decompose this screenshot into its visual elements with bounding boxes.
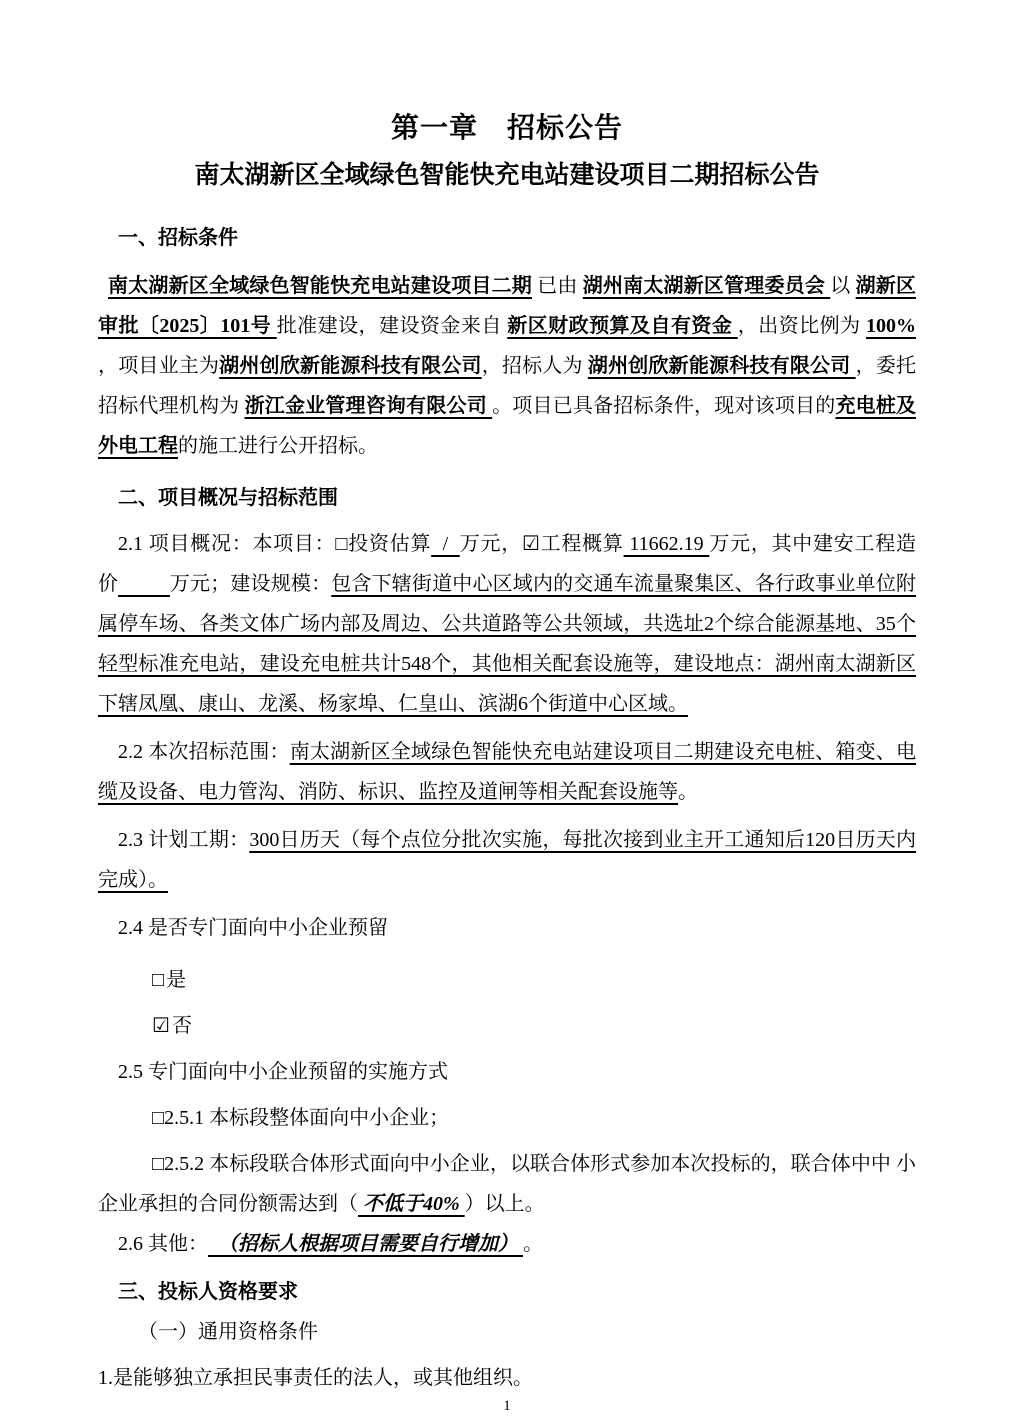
text-run: ，招标人为 (481, 355, 588, 377)
text-run: 以 (830, 275, 856, 297)
text-run: 包含下辖街道中心区域内的交通车流量聚集区、各行政事业单位附属停车场、各类文体广场内部及周边、公共道路等公共领域，共选址2个综合能源基地、35个轻型标准充电站，建设充电桩共计548个，其他相关配套设施等，建设地点：湖州南太湖新区下辖凤凰、康山、龙溪、杨家埠、仁皇山、滨湖6个街道中心区域。 (98, 573, 917, 715)
sme-implementation-heading: 2.5 专门面向中小企业预留的实施方式 (118, 1061, 448, 1083)
text-run: 100% (866, 315, 917, 337)
text-run: 万元；建设规模： (169, 573, 332, 595)
sme-reservation-question: 2.4 是否专门面向中小企业预留 (118, 917, 388, 939)
text-run: 湖州南太湖新区管理委员会 (582, 275, 831, 297)
text-run: 万元，☑工程概算 (459, 533, 624, 555)
text-run: 2.3 计划工期： (118, 829, 250, 851)
text-run: 南太湖新区全域绿色智能快充电站建设项目二期 (108, 275, 532, 297)
section-2-heading: 二、项目概况与招标范围 (118, 487, 338, 509)
chapter-title: 第一章 招标公告 (390, 112, 623, 143)
text-run: 浙江金业管理咨询有限公司 (244, 395, 493, 417)
schedule-paragraph (98, 820, 916, 900)
text-run: ，项目业主为 (98, 355, 220, 377)
tender-scope-paragraph (98, 732, 916, 812)
text-run: 新区财政预算及自有资金 (507, 315, 738, 337)
legal-person-requirement: 1.是能够独立承担民事责任的法人，或其他组织。 (98, 1367, 533, 1389)
text-run: 南太湖新区全域绿色智能快充电站建设项目二期建设充电桩、箱变、电缆及设备、电力管沟、消防、标识、监控及道闸等相关配套设施等 (98, 741, 917, 803)
text-run: （招标人根据项目需要自行增加） (208, 1233, 523, 1255)
text-run (118, 573, 170, 595)
text-run: 湖新区审批〔2025〕101号 (98, 275, 917, 337)
section-1-heading: 一、招标条件 (118, 227, 238, 249)
text-run: ）以上。 (464, 1193, 545, 1215)
checkbox-checked-icon: ☑ (152, 1015, 170, 1037)
text-run: 批准建设，建设资金来自 (276, 315, 508, 337)
text-run: 2.6 其他： (118, 1233, 208, 1255)
text-run: 万元，其中建安工程造价 (98, 533, 917, 595)
checkbox-unchecked-icon: □ (152, 969, 165, 991)
text-run: 不低于40% (358, 1193, 465, 1215)
text-run: □2.5.2 本标段联合体形式面向中小企业，以联合体形式参加本次投标的，联合体中中 小企业承担的合同份额需达到（ (98, 1153, 916, 1215)
option-yes-row (98, 960, 916, 1000)
text-run: 已由 (532, 275, 583, 297)
option-no-label: 否 (171, 1015, 192, 1037)
project-overview-paragraph (98, 524, 916, 724)
text-run: 湖州创欣新能源科技有限公司 (587, 355, 856, 377)
text-run: 。 (678, 781, 698, 803)
text-run: / (431, 533, 460, 555)
text-run: 湖州创欣新能源科技有限公司 (219, 355, 482, 377)
general-qualification-heading: （一）通用资格条件 (138, 1321, 318, 1343)
text-run: 2.1 项目概况：本项目：□投资估算 (118, 533, 432, 555)
sme-option-2-5-1: □2.5.1 本标段整体面向中小企业； (152, 1107, 450, 1129)
option-no-row (98, 1006, 916, 1046)
text-run: 的施工进行公开招标。 (178, 435, 378, 457)
section-3-heading: 三、投标人资格要求 (118, 1281, 298, 1303)
sme-option-2-5-2 (98, 1144, 916, 1224)
option-yes-label: 是 (166, 969, 187, 991)
other-paragraph (98, 1224, 916, 1264)
text-run: ，出资比例为 (737, 315, 867, 337)
tender-conditions-paragraph (98, 266, 916, 466)
text-run: ，委托招标代理机构为 (98, 355, 917, 417)
text-run: 300日历天（每个点位分批次实施，每批次接到业主开工通知后120日历天内完成）。 (98, 829, 917, 891)
page-number: 1 (503, 1398, 511, 1414)
text-run: 充电桩及外电工程 (98, 395, 917, 457)
text-run: 11662.19 (623, 533, 710, 555)
text-run: 。项目已具备招标条件，现对该项目的 (492, 395, 836, 417)
text-run: 。 (523, 1233, 543, 1255)
text-run: 2.2 本次招标范围： (118, 741, 290, 763)
project-title: 南太湖新区全域绿色智能快充电站建设项目二期招标公告 (194, 161, 820, 189)
